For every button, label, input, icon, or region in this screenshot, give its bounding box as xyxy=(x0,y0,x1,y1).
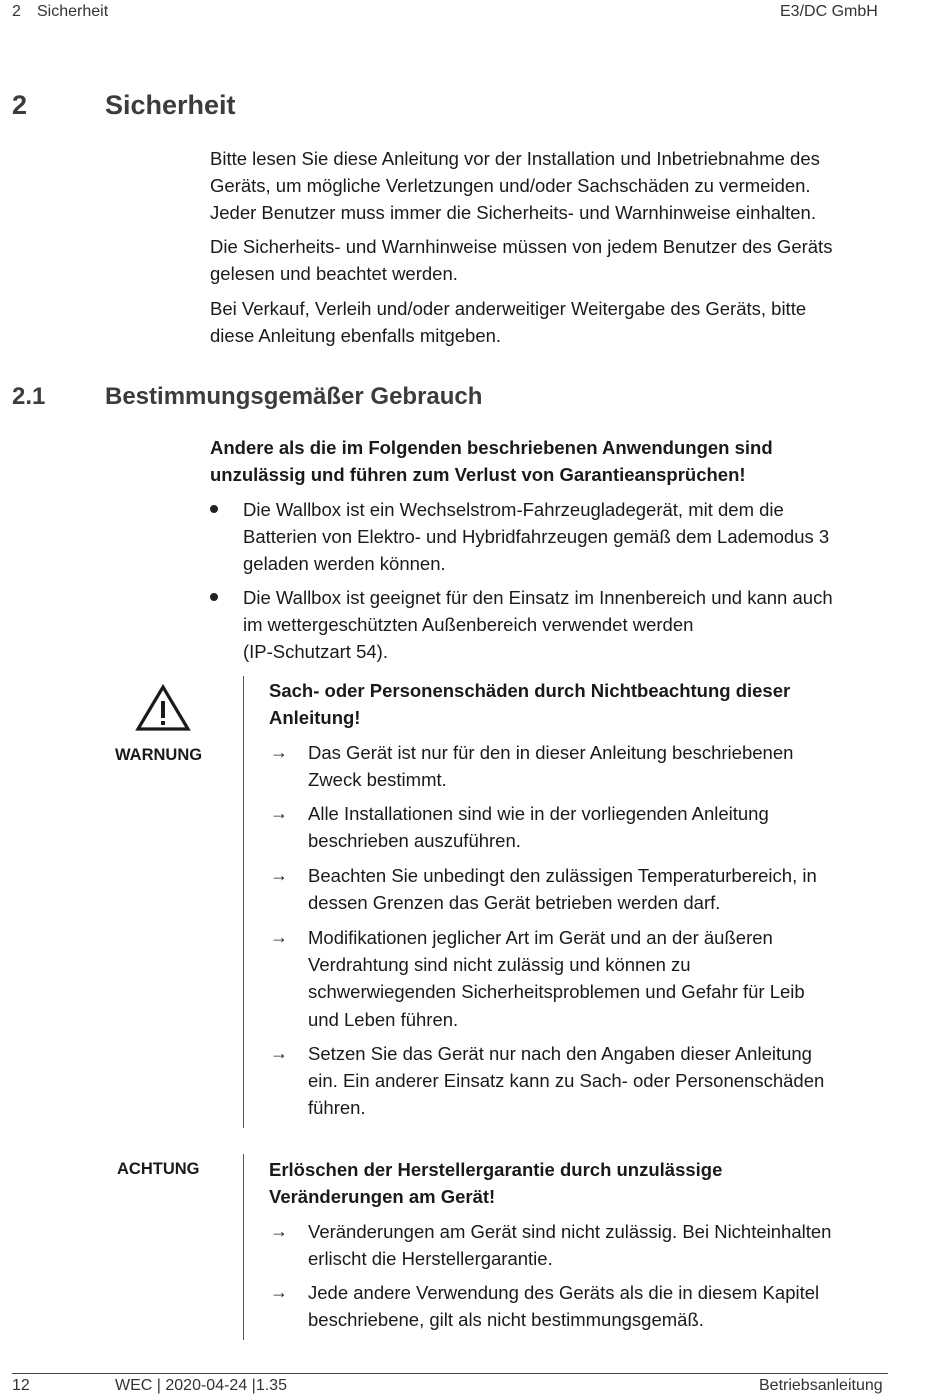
text-line: Verdrahtung sind nicht zulässig und können zu xyxy=(308,954,691,976)
footer-rule xyxy=(12,1373,888,1374)
section-number: 2 xyxy=(12,90,28,120)
arrow-icon: → xyxy=(270,1282,288,1302)
caution-divider xyxy=(243,1154,244,1340)
text-line: Beachten Sie unbedingt den zulässigen Temperaturbereich, in xyxy=(308,865,817,886)
arrow-icon: → xyxy=(270,742,288,762)
text-line: geladen werden können. xyxy=(243,553,446,575)
footer-doc-type: Betriebsanleitung xyxy=(759,1377,883,1394)
section-paragraph-1 xyxy=(210,145,820,227)
warning-divider xyxy=(243,676,244,1128)
subsection-intro xyxy=(210,434,773,488)
text-line: unzulässig und führen zum Verlust von Garantieansprüchen! xyxy=(210,464,746,486)
text-line: Sach- oder Personenschäden durch Nichtbeachtung dieser xyxy=(269,680,791,701)
text-line: Bitte lesen Sie diese Anleitung vor der Installation und Inbetriebnahme des xyxy=(210,148,820,169)
caution-item-2 xyxy=(308,1279,819,1333)
arrow-icon: → xyxy=(270,803,288,823)
warning-item-2 xyxy=(308,800,769,854)
text-line: Veränderungen am Gerät sind nicht zulässig. Bei Nichteinhalten xyxy=(308,1221,832,1242)
footer-doc-info: WEC | 2020-04-24 |1.35 xyxy=(115,1377,287,1394)
text-line: Die Sicherheits- und Warnhinweise müssen von jedem Benutzer des Geräts xyxy=(210,236,833,257)
text-line: ein. Ein anderer Einsatz kann zu Sach- oder Personenschäden xyxy=(308,1070,825,1092)
text-line: Andere als die im Folgenden beschriebenen Anwendungen sind xyxy=(210,437,773,458)
text-line: im wettergeschützten Außenbereich verwendet werden xyxy=(243,614,694,636)
bullet-item-1 xyxy=(243,496,829,578)
text-line: führen. xyxy=(308,1097,366,1119)
warning-item-5 xyxy=(308,1040,824,1122)
section-paragraph-3 xyxy=(210,295,806,349)
bullet-dot xyxy=(210,593,218,601)
text-line: gelesen und beachtet werden. xyxy=(210,263,458,285)
subsection-number: 2.1 xyxy=(12,383,46,410)
text-line: Jeder Benutzer muss immer die Sicherheits- und Warnhinweise einhalten. xyxy=(210,202,816,224)
text-line: beschriebene, gilt als nicht bestimmungsgemäß. xyxy=(308,1309,704,1331)
text-line: Veränderungen am Gerät! xyxy=(269,1186,496,1208)
warning-item-3 xyxy=(308,862,817,916)
text-line: Erlöschen der Herstellergarantie durch unzulässige xyxy=(269,1159,723,1180)
text-line: erlischt die Herstellergarantie. xyxy=(308,1248,553,1270)
bullet-dot xyxy=(210,505,218,513)
text-line: Geräts, um mögliche Verletzungen und/oder Sachschäden zu vermeiden. xyxy=(210,175,811,197)
caution-item-1 xyxy=(308,1218,831,1272)
arrow-icon: → xyxy=(270,865,288,885)
text-line: und Leben führen. xyxy=(308,1008,459,1030)
section-paragraph-2 xyxy=(210,233,832,287)
caution-title xyxy=(269,1156,722,1210)
text-line: Zweck bestimmt. xyxy=(308,769,447,791)
warning-item-4 xyxy=(308,924,805,1033)
section-title: Sicherheit xyxy=(105,90,236,120)
subsection-title: Bestimmungsgemäßer Gebrauch xyxy=(105,383,483,410)
text-line: Alle Installationen sind wie in der vorliegenden Anleitung xyxy=(308,803,769,824)
bullet-item-2 xyxy=(243,584,833,666)
header-chapter-title: Sicherheit xyxy=(37,3,109,20)
warning-item-1 xyxy=(308,739,793,793)
text-line: beschrieben auszuführen. xyxy=(308,830,521,852)
text-line: schwerwiegenden Sicherheitsproblemen und Gefahr für Leib xyxy=(308,981,805,1003)
warning-signal-word: WARNUNG xyxy=(115,746,203,764)
text-line: dessen Grenzen das Gerät betrieben werden darf. xyxy=(308,892,721,914)
text-line: Jede andere Verwendung des Geräts als die in diesem Kapitel xyxy=(308,1282,820,1303)
caution-signal-word: ACHTUNG xyxy=(117,1160,200,1178)
warning-title xyxy=(269,677,790,731)
text-line: Die Wallbox ist geeignet für den Einsatz im Innenbereich und kann auch xyxy=(243,587,833,608)
text-line: Die Wallbox ist ein Wechselstrom-Fahrzeugladegerät, mit dem die xyxy=(243,499,784,520)
text-line: Setzen Sie das Gerät nur nach den Angaben dieser Anleitung xyxy=(308,1043,812,1064)
text-line: Batterien von Elektro- und Hybridfahrzeugen gemäß dem Lademodus 3 xyxy=(243,526,830,548)
header-chapter-num: 2 xyxy=(12,3,21,20)
arrow-icon: → xyxy=(270,927,288,947)
text-line: Modifikationen jeglicher Art im Gerät und an der äußeren xyxy=(308,927,773,948)
text-line: diese Anleitung ebenfalls mitgeben. xyxy=(210,325,502,347)
header-company: E3/DC GmbH xyxy=(780,3,878,20)
text-line: (IP-Schutzart 54). xyxy=(243,641,388,663)
text-line: Anleitung! xyxy=(269,707,361,729)
arrow-icon: → xyxy=(270,1043,288,1063)
text-line: Bei Verkauf, Verleih und/oder anderweitiger Weitergabe des Geräts, bitte xyxy=(210,298,807,319)
arrow-icon: → xyxy=(270,1221,288,1241)
warning-triangle-icon xyxy=(135,684,191,732)
text-line: Das Gerät ist nur für den in dieser Anleitung beschriebenen xyxy=(308,742,794,763)
footer-page-number: 12 xyxy=(12,1377,30,1394)
